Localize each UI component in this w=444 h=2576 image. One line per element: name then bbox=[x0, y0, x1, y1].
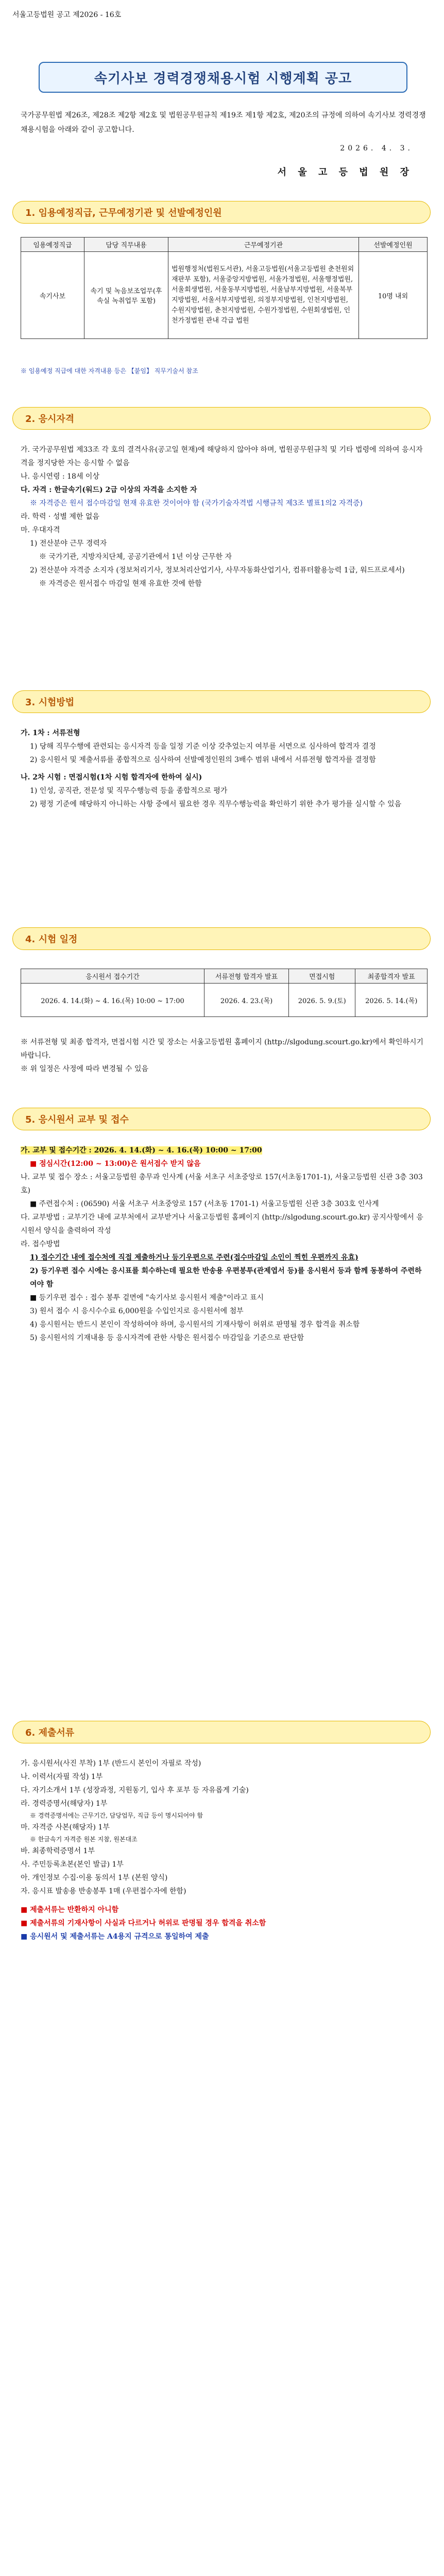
list-item: ■ 제출서류의 기재사항이 사실과 다르거나 허위로 판명될 경우 합격을 취소함 bbox=[21, 1919, 266, 1927]
section-2-heading bbox=[12, 407, 431, 430]
list-item: 나. 2차 시험 : 면접시험(1차 시험 합격자에 한하여 실시) bbox=[21, 773, 202, 782]
title-box bbox=[39, 62, 407, 93]
section-2-body bbox=[21, 443, 428, 590]
list-item: 2) 전산분야 자격증 소지자 (정보처리기사, 정보처리산업기사, 사무자동화산업기사, 컴퓨터활용능력 1급, 워드프로세서) bbox=[30, 566, 405, 574]
section-5-title: 5. 응시원서 교부 및 접수 bbox=[25, 1114, 129, 1125]
table-header-row bbox=[21, 238, 428, 252]
list-item: ■ 제출서류는 반환하지 아니함 bbox=[21, 1906, 119, 1914]
column-header: 응시원서 접수기간 bbox=[21, 969, 204, 984]
list-item: 5) 응시원서의 기재내용 등 응시자격에 관한 사항은 원서접수 마감일을 기준으로 판단함 bbox=[30, 1334, 304, 1342]
column-header: 면접시험 bbox=[289, 969, 355, 984]
issuer: 서 울 고 등 법 원 장 bbox=[277, 167, 413, 178]
list-item: 1) 접수기간 내에 접수처에 직접 제출하거나 등기우편으로 주련(접수마감일 소인이 찍힌 우편까지 유효) bbox=[30, 1253, 358, 1262]
list-item: 다. 자격 : 한글속기(워드) 2급 이상의 자격을 소지한 자 bbox=[21, 486, 197, 494]
positions-table bbox=[21, 237, 428, 339]
section-6-title: 6. 제출서류 bbox=[25, 1727, 75, 1738]
list-item: 가. 국가공무원법 제33조 각 호의 결격사유(공고일 현재)에 해당하지 않아야 하며, 법원공무원규칙 및 기타 법령에 의하여 응시자격을 정지당한 자는 응시할 수 없음 bbox=[21, 446, 423, 467]
list-item: 바. 최종학력증명서 1부 bbox=[21, 1847, 95, 1855]
list-item: ※ 서류전형 및 최종 합격자, 면접시험 시간 및 장소는 서울고등법원 홈페이지 (http://slgodung.scourt.go.kr)에서 확인하시기 바랍니다. bbox=[21, 1038, 424, 1060]
list-item: ※ 자격증은 원서접수 마감일 현재 유효한 것에 한함 bbox=[39, 580, 202, 588]
list-item: 2) 응시원서 및 제출서류를 종합적으로 심사하여 선발예정인원의 3배수 범위 내에서 서류전형 합격자를 결정함 bbox=[30, 756, 376, 764]
table-cell: 2026. 5. 9.(토) bbox=[289, 984, 355, 1017]
list-item: 나. 응시연령 : 18세 이상 bbox=[21, 472, 99, 481]
list-item: ※ 자격증은 원서 접수마감일 현재 유효한 것이어야 함 (국가기술자격법 시행규칙 제3조 별표1의2 자격증) bbox=[30, 499, 363, 507]
column-header: 최종합격자 발표 bbox=[355, 969, 428, 984]
table-row bbox=[21, 984, 428, 1017]
table-cell: 2026. 4. 23.(목) bbox=[204, 984, 289, 1017]
table-header-row bbox=[21, 969, 428, 984]
section-3-title: 3. 시험방법 bbox=[25, 697, 75, 708]
list-item: ■ 응시원서 및 제출서류는 A4용지 규격으로 통일하여 제출 bbox=[21, 1933, 209, 1941]
list-item: 나. 교부 및 접수 장소 : 서울고등법원 총무과 인사계 (서울 서초구 서초중앙로 157(서초동1701-1), 서울고등법원 신관 3층 303호) bbox=[21, 1173, 423, 1195]
column-header: 서류전형 합격자 발표 bbox=[204, 969, 289, 984]
section-2-title: 2. 응시자격 bbox=[25, 414, 75, 425]
list-item: 다. 교부방법 : 교부기간 내에 교부처에서 교부받거나 서울고등법원 홈페이지 (http://slgodung.scourt.go.kr) 공지사항에서 응시원서 양식을 출력하여 작성 bbox=[21, 1213, 423, 1235]
list-item: 라. 경력증명서(해당자) 1부 bbox=[21, 1800, 108, 1808]
column-header: 담당 직무내용 bbox=[84, 238, 168, 252]
section-6-heading bbox=[12, 1721, 431, 1743]
list-item: 3) 원서 접수 시 응시수수료 6,000원을 수입인지로 응시원서에 첨부 bbox=[30, 1307, 244, 1315]
notice-date: 2026. 4. 3. bbox=[340, 144, 413, 152]
list-item: 가. 응시원서(사진 부착) 1부 (반드시 본인이 자필로 작성) bbox=[21, 1759, 201, 1768]
list-item: 1) 당해 직무수행에 관련되는 응시자격 등을 일정 기준 이상 갖추었는지 여부를 서면으로 심사하여 합격자 결정 bbox=[30, 742, 376, 751]
section-4-heading bbox=[12, 927, 431, 950]
rank-cell: 속기사보 bbox=[21, 252, 84, 339]
column-header: 임용예정직급 bbox=[21, 238, 84, 252]
list-item: 가. 1차 : 서류전형 bbox=[21, 729, 80, 737]
section-6-body bbox=[21, 1757, 428, 1943]
notice-number: 서울고등법원 공고 제2026 - 16호 bbox=[12, 11, 122, 19]
list-item: 라. 학력 · 성별 제한 없음 bbox=[21, 513, 99, 521]
highlighted-text: 가. 교부 및 접수기간 : 2026. 4. 14.(화) ~ 4. 16.(목) 10:00 ~ 17:00 bbox=[21, 1146, 262, 1155]
list-item: 1) 전산분야 근무 경력자 bbox=[30, 539, 107, 548]
agency-cell: 법원행정처(법원도서관), 서울고등법원(서울고등법원 춘천원외재판부 포함), 서울중앙지방법원, 서울가정법원, 서울행정법원, 서울회생법원, 서울동부지방법원, 서울남부지방법원, 서울북부지방법원, 서울서부지방법원, 의정부지방법원, 인천지방법원, 수원지방법원, 춘천지방법원, 수원가정법원, 수원회생법원, 인천가정법원 관내 각급 법원 bbox=[168, 252, 359, 339]
count-cell: 10명 내외 bbox=[359, 252, 428, 339]
list-item: 2) 평정 기준에 해당하지 아니하는 사항 중에서 필요한 경우 직무수행능력을 확인하기 위한 추가 평가를 실시할 수 있음 bbox=[30, 800, 402, 808]
section-1-title: 1. 임용예정직급, 근무예정기관 및 선발예정인원 bbox=[25, 208, 222, 218]
column-header: 선발예정인원 bbox=[359, 238, 428, 252]
list-item: 다. 자기소개서 1부 (성장과정, 지원동기, 입사 후 포부 등 자유롭게 기술) bbox=[21, 1786, 249, 1794]
list-item: 사. 주민등록초본(본인 발급) 1부 bbox=[21, 1860, 124, 1869]
list-item: ※ 경력증명서에는 근무기간, 담당업무, 직급 등이 명시되어야 함 bbox=[30, 1812, 203, 1819]
table-cell: 2026. 4. 14.(화) ~ 4. 16.(목) 10:00 ~ 17:00 bbox=[21, 984, 204, 1017]
list-item: ※ 국가기관, 지방자치단체, 공공기관에서 1년 이상 근무한 자 bbox=[39, 553, 232, 561]
intro-text: 국가공무원법 제26조, 제28조 제2항 제2호 및 법원공무원규칙 제19조 제1항 제2호, 제20조의 규정에 의하여 속기사보 경력경쟁채용시험을 아래와 같이 공고합니다. bbox=[21, 111, 426, 134]
list-item: 자. 응시표 발송용 반송봉투 1매 (우편접수자에 한함) bbox=[21, 1887, 186, 1895]
column-header: 근무예정기관 bbox=[168, 238, 359, 252]
section-1-note: ※ 임용예정 직급에 대한 자격내용 등은 【붙임】 직무기술서 참조 bbox=[21, 367, 198, 375]
list-item: ※ 한글속기 자격증 원본 지참, 원본대조 bbox=[30, 1836, 138, 1843]
section-1-heading bbox=[12, 201, 431, 224]
list-item: ※ 위 일정은 사정에 따라 변경될 수 있음 bbox=[21, 1065, 149, 1073]
section-5-heading bbox=[12, 1108, 431, 1130]
section-3-heading bbox=[12, 690, 431, 713]
list-item: ■ 점심시간(12:00 ~ 13:00)은 원서접수 받지 않음 bbox=[30, 1160, 201, 1168]
list-item: ■ 주련접수처 : (06590) 서울 서초구 서초중앙로 157 (서초동 1701-1) 서울고등법원 신관 3층 303호 인사계 bbox=[30, 1200, 379, 1208]
table-cell: 2026. 5. 14.(목) bbox=[355, 984, 428, 1017]
list-item: 4) 응시원서는 반드시 본인이 작성하여야 하며, 응시원서의 기재사항이 허위로 판명될 경우 합격을 취소함 bbox=[30, 1320, 360, 1329]
list-item: 마. 우대자격 bbox=[21, 526, 60, 534]
list-item: 아. 개인정보 수집·이용 동의서 1부 (본원 양식) bbox=[21, 1874, 168, 1882]
duty-cell: 속기 및 녹음보조업무(후속실 녹취업무 포함) bbox=[84, 252, 168, 339]
section-3-body bbox=[21, 726, 428, 811]
list-item: ■ 등기우편 접수 : 접수 봉투 겉면에 "속기사보 응시원서 제출"이라고 표시 bbox=[30, 1294, 264, 1302]
page-title: 속기사보 경력경쟁채용시험 시행계획 공고 bbox=[94, 71, 352, 87]
list-item: 2) 등기우편 접수 시에는 응시표를 회수하는데 필요한 반송용 우편봉투(관제엽서 등)를 응시원서 등과 함께 동봉하여 주련하여야 함 bbox=[30, 1267, 422, 1289]
list-item bbox=[21, 1144, 428, 1157]
section-4-title: 4. 시험 일정 bbox=[25, 934, 78, 945]
schedule-table bbox=[21, 969, 428, 1017]
section-5-body bbox=[21, 1144, 428, 1345]
list-item: 라. 접수방법 bbox=[21, 1240, 60, 1248]
section-4-notes bbox=[21, 1036, 428, 1076]
list-item: 마. 자격증 사본(해당자) 1부 bbox=[21, 1823, 110, 1832]
list-item: 1) 인성, 공직관, 전문성 및 직무수행능력 등을 종합적으로 평가 bbox=[30, 787, 228, 795]
table-row bbox=[21, 252, 428, 339]
list-item: 나. 이력서(자필 작성) 1부 bbox=[21, 1773, 103, 1781]
